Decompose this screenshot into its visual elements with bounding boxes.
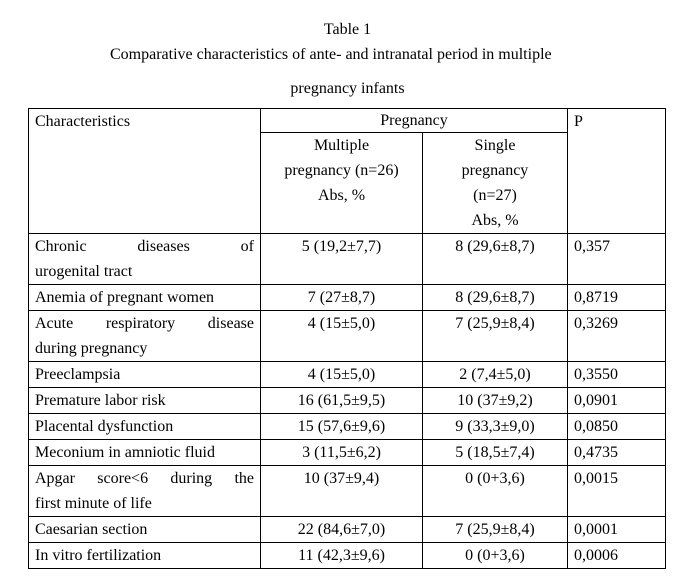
header-single-line: Abs, % — [471, 212, 519, 229]
row-characteristic: Premature labor risk — [29, 388, 261, 414]
header-multiple-line: Multiple — [313, 137, 370, 154]
row-multiple-value: 16 (61,5±9,5) — [261, 388, 423, 414]
row-multiple-value: 5 (19,2±7,7) — [261, 234, 423, 285]
row-characteristic: Caesarian section — [29, 517, 261, 543]
table-row — [29, 311, 666, 362]
row-characteristic — [29, 234, 261, 285]
row-multiple-value: 11 (42,3±9,6) — [261, 543, 423, 569]
row-characteristic: Preeclampsia — [29, 362, 261, 388]
row-characteristic — [29, 466, 261, 517]
row-label-line-2: first minute of life — [35, 495, 152, 512]
table-row — [29, 362, 666, 388]
row-single-value: 5 (18,5±7,4) — [423, 440, 568, 466]
header-single-line: (n=27) — [473, 187, 517, 204]
row-single-value: 8 (29,6±8,7) — [423, 285, 568, 311]
table-title-line-2: pregnancy infants — [290, 80, 405, 97]
row-label-line-2: urogenital tract — [35, 263, 133, 280]
row-p-value: 0,8719 — [568, 285, 666, 311]
row-p-value: 0,357 — [568, 234, 666, 285]
row-label-line-1: Chronic diseases of — [35, 238, 254, 255]
row-multiple-value: 4 (15±5,0) — [261, 362, 423, 388]
table-row — [29, 517, 666, 543]
row-characteristic: Anemia of pregnant women — [29, 285, 261, 311]
row-p-value: 0,3269 — [568, 311, 666, 362]
row-single-value: 9 (33,3±9,0) — [423, 414, 568, 440]
header-multiple-line: Abs, % — [317, 187, 366, 204]
row-single-value: 8 (29,6±8,7) — [423, 234, 568, 285]
table-row — [29, 388, 666, 414]
header-p: P — [568, 109, 666, 234]
row-p-value: 0,0901 — [568, 388, 666, 414]
row-single-value: 7 (25,9±8,4) — [423, 517, 568, 543]
header-single-line: pregnancy — [461, 162, 529, 179]
row-multiple-value: 3 (11,5±6,2) — [261, 440, 423, 466]
header-row-1 — [29, 109, 666, 133]
header-multiple — [261, 133, 423, 234]
row-single-value: 0 (0+3,6) — [423, 466, 568, 517]
table-row — [29, 285, 666, 311]
comparison-table — [28, 108, 666, 569]
row-p-value: 0,3550 — [568, 362, 666, 388]
row-characteristic: In vitro fertilization — [29, 543, 261, 569]
table-title-line-1: Comparative characteristics of ante- and intranatal period in multiple — [110, 46, 552, 63]
table-row — [29, 466, 666, 517]
row-multiple-value: 7 (27±8,7) — [261, 285, 423, 311]
row-label-line-1: Apgar score<6 during the — [35, 470, 254, 487]
table-row — [29, 414, 666, 440]
header-single-line: Single — [474, 137, 516, 154]
row-characteristic — [29, 311, 261, 362]
row-multiple-value: 10 (37±9,4) — [261, 466, 423, 517]
row-p-value: 0,0850 — [568, 414, 666, 440]
header-pregnancy: Pregnancy — [261, 109, 568, 133]
header-single — [423, 133, 568, 234]
header-characteristics: Characteristics — [29, 109, 261, 234]
row-multiple-value: 22 (84,6±7,0) — [261, 517, 423, 543]
row-characteristic: Placental dysfunction — [29, 414, 261, 440]
row-single-value: 0 (0+3,6) — [423, 543, 568, 569]
row-p-value: 0,0006 — [568, 543, 666, 569]
row-single-value: 7 (25,9±8,4) — [423, 311, 568, 362]
table-row — [29, 543, 666, 569]
row-multiple-value: 4 (15±5,0) — [261, 311, 423, 362]
row-characteristic: Meconium in amniotic fluid — [29, 440, 261, 466]
row-p-value: 0,0015 — [568, 466, 666, 517]
row-p-value: 0,0001 — [568, 517, 666, 543]
row-p-value: 0,4735 — [568, 440, 666, 466]
row-multiple-value: 15 (57,6±9,6) — [261, 414, 423, 440]
row-label-line-2: during pregnancy — [35, 340, 148, 357]
table-label: Table 1 — [323, 21, 372, 38]
table-row — [29, 440, 666, 466]
header-multiple-line: pregnancy (n=26) — [284, 162, 399, 179]
row-single-value: 2 (7,4±5,0) — [423, 362, 568, 388]
table-row — [29, 234, 666, 285]
row-label-line-1: Acute respiratory disease — [35, 315, 254, 332]
row-single-value: 10 (37±9,2) — [423, 388, 568, 414]
